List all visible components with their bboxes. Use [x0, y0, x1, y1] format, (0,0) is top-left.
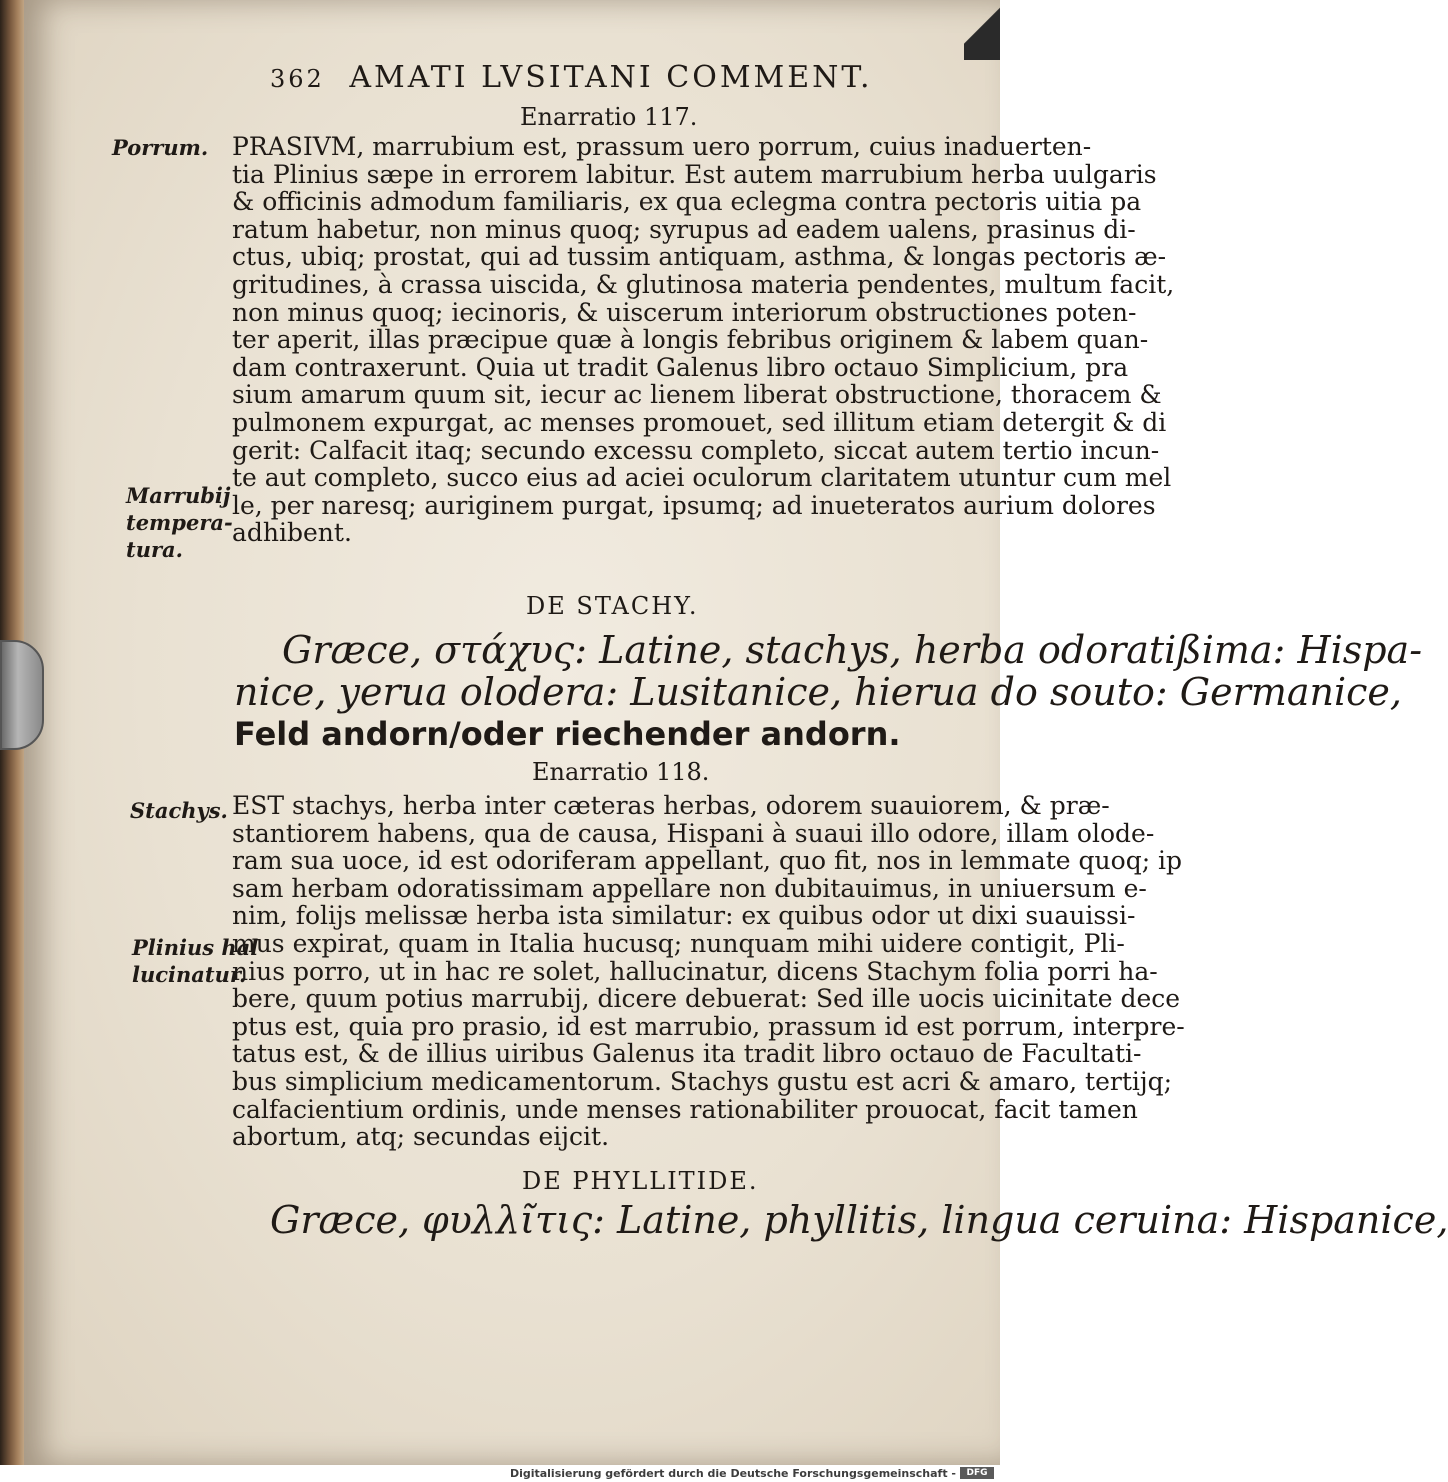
- text-line: bus simplicium medicamentorum. Stachys gustu est acri & amaro, tertijq;: [232, 1066, 1173, 1096]
- margin-note-line: Plinius hal: [132, 935, 259, 960]
- section2-synonyms-line: Græce, στάχυς: Latine, stachys, herba odoratißima: Hispa-: [282, 628, 1423, 672]
- margin-note-porrum: [112, 134, 208, 161]
- margin-note-line: tura.: [126, 537, 183, 562]
- text-line: PRASIVM, marrubium est, prassum uero porrum, cuius inaduerten-: [232, 132, 1092, 161]
- running-head-title: AMATI LVSITANI COMMENT.: [349, 60, 873, 95]
- section2-synonyms-line: nice, yerua olodera: Lusitanice, hierua do souto: Germanice,: [234, 670, 1402, 714]
- dfg-logo: DFG: [960, 1467, 994, 1479]
- margin-note-marrubij: [126, 482, 233, 563]
- section2-body: [232, 792, 1185, 1151]
- text-line: nius porro, ut in hac re solet, hallucinatur, dicens Stachym folia porri ha-: [232, 956, 1158, 986]
- section2-narratio: Enarratio 118.: [532, 758, 710, 786]
- section2-german-name: Feld andorn/oder riechender andorn.: [234, 715, 901, 753]
- text-line: sam herbam odoratissimam appellare non dubitauimus, in uniuersum e-: [232, 873, 1147, 903]
- margin-note-line: Porrum.: [112, 135, 209, 160]
- text-line: mus expirat, quam in Italia hucusq; nunquam mihi uidere contigit, Pli-: [232, 928, 1125, 958]
- section2-title: DE STACHY.: [526, 592, 699, 620]
- margin-note-stachys: [130, 797, 228, 824]
- text-line: bere, quum potius marrubij, dicere debuerat: Sed ille uocis uicinitate dece: [232, 984, 1181, 1014]
- text-line: gritudines, à crassa uiscida, & glutinosa materia pendentes, multum facit,: [232, 269, 1175, 299]
- section3-title: DE PHYLLITIDE.: [522, 1167, 759, 1195]
- margin-note-line: Stachys.: [130, 798, 228, 823]
- section1-body: [232, 133, 1174, 547]
- text-line: ptus est, quia pro prasio, id est marrubio, prassum id est porrum, interpre-: [232, 1011, 1185, 1041]
- text-line: abortum, atq; secundas eijcit.: [232, 1122, 610, 1152]
- text-line: nim, folijs melissæ herba ista similatur: ex quibus odor ut dixi suauissi-: [232, 901, 1136, 931]
- text-line: dam contraxerunt. Quia ut tradit Galenus libro octauo Simplicium, pra: [232, 352, 1129, 382]
- margin-note-line: lucinatur.: [132, 962, 247, 987]
- text-line: tia Plinius sæpe in errorem labitur. Est autem marrubium herba uulgaris: [232, 159, 1157, 189]
- margin-note-line: Marrubij: [126, 483, 231, 508]
- text-line: & officinis admodum familiaris, ex qua eclegma contra pectoris uitia pa: [232, 187, 1142, 217]
- text-line: tatus est, & de illius uiribus Galenus ita tradit libro octauo de Facultati-: [232, 1039, 1142, 1069]
- text-line: ctus, ubiq; prostat, qui ad tussim antiquam, asthma, & longas pectoris æ-: [232, 242, 1167, 272]
- section1-narratio: Enarratio 117.: [520, 103, 698, 131]
- text-line: le, per naresq; auriginem purgat, ipsumq; ad inueteratos aurium dolores: [232, 490, 1156, 520]
- text-line: ram sua uoce, id est odoriferam appellant, quo fit, nos in lemmate quoq; ip: [232, 846, 1183, 876]
- margin-note-plinius: [132, 934, 258, 988]
- running-head: [270, 60, 873, 95]
- text-line: non minus quoq; iecinoris, & uiscerum interiorum obstructiones poten-: [232, 297, 1137, 327]
- text-line: sium amarum quum sit, iecur ac lienem liberat obstructione, thoracem &: [232, 380, 1162, 410]
- page-number: 362: [270, 65, 325, 93]
- section3-synonyms-line: Græce, φυλλῖτις: Latine, phyllitis, lingua ceruina: Hispanice,: [270, 1198, 1448, 1242]
- scan-corner: [964, 0, 1000, 60]
- text-line: gerit: Calfacit itaq; secundo excessu completo, siccat autem tertio incun-: [232, 435, 1160, 465]
- footer-credit: Digitalisierung gefördert durch die Deutsche Forschungsgemeinschaft -: [509, 1467, 956, 1480]
- text-line: ratum habetur, non minus quoq; syrupus ad eadem ualens, prasinus di-: [232, 214, 1136, 244]
- page-clip: [0, 640, 44, 750]
- text-line: calfacientium ordinis, unde menses rationabiliter prouocat, facit tamen: [232, 1094, 1138, 1124]
- text-line: ter aperit, illas præcipue quæ à longis febribus originem & labem quan-: [232, 325, 1149, 355]
- text-line: stantiorem habens, qua de causa, Hispani à suaui illo odore, illam olode-: [232, 818, 1155, 848]
- text-line: pulmonem expurgat, ac menses promouet, sed illitum etiam detergit & di: [232, 407, 1167, 437]
- text-line: EST stachys, herba inter cæteras herbas, odorem suauiorem, & præ-: [232, 791, 1110, 820]
- text-line: te aut completo, succo eius ad aciei oculorum claritatem utuntur cum mel: [232, 463, 1172, 493]
- text-line: adhibent.: [232, 518, 352, 548]
- margin-note-line: tempera-: [126, 510, 233, 535]
